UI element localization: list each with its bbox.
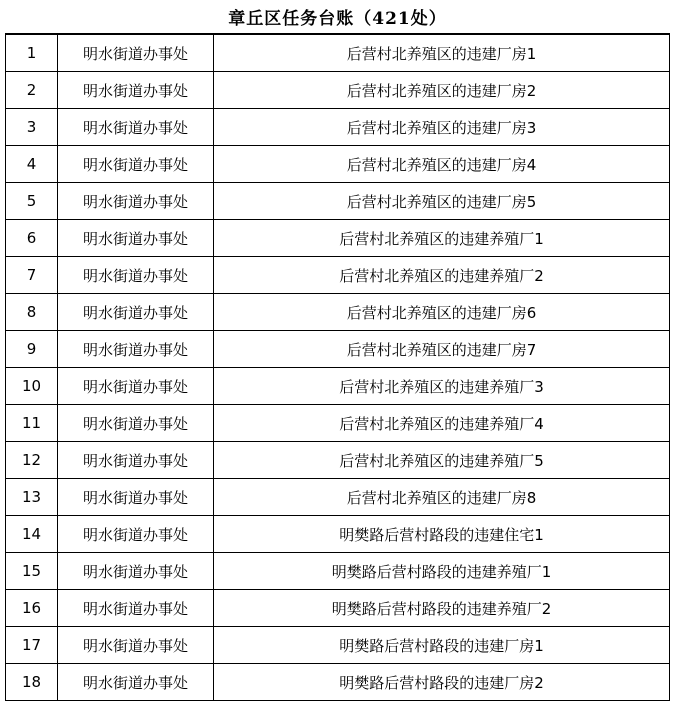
table-row: [6, 368, 670, 405]
row-number-cell: 16: [6, 590, 58, 627]
item-cell: 明樊路后营村路段的违建厂房2: [214, 664, 670, 701]
ledger-title: [5, 0, 670, 34]
ledger-title-text: 章丘区任务台账（421处）: [228, 9, 447, 29]
item-cell: 后营村北养殖区的违建厂房4: [214, 146, 670, 183]
table-row: [6, 35, 670, 72]
row-number-cell: 10: [6, 368, 58, 405]
table-row: [6, 405, 670, 442]
item-cell: 后营村北养殖区的违建厂房6: [214, 294, 670, 331]
office-cell: 明水街道办事处: [58, 220, 214, 257]
table-row: [6, 183, 670, 220]
row-number-cell: 1: [6, 35, 58, 72]
item-cell: 后营村北养殖区的违建养殖厂3: [214, 368, 670, 405]
row-number-cell: 11: [6, 405, 58, 442]
table-row: [6, 553, 670, 590]
table-row: [6, 590, 670, 627]
item-cell: 后营村北养殖区的违建厂房3: [214, 109, 670, 146]
item-cell: 后营村北养殖区的违建厂房8: [214, 479, 670, 516]
office-cell: 明水街道办事处: [58, 294, 214, 331]
table-row: [6, 627, 670, 664]
row-number-cell: 3: [6, 109, 58, 146]
row-number-cell: 13: [6, 479, 58, 516]
table-row: [6, 146, 670, 183]
row-number-cell: 9: [6, 331, 58, 368]
office-cell: 明水街道办事处: [58, 35, 214, 72]
row-number-cell: 8: [6, 294, 58, 331]
ledger-table: [5, 34, 670, 701]
table-row: [6, 479, 670, 516]
office-cell: 明水街道办事处: [58, 183, 214, 220]
item-cell: 后营村北养殖区的违建厂房1: [214, 35, 670, 72]
office-cell: 明水街道办事处: [58, 516, 214, 553]
item-cell: 后营村北养殖区的违建养殖厂5: [214, 442, 670, 479]
office-cell: 明水街道办事处: [58, 405, 214, 442]
table-row: [6, 72, 670, 109]
row-number-cell: 18: [6, 664, 58, 701]
item-cell: 后营村北养殖区的违建养殖厂2: [214, 257, 670, 294]
task-ledger: [5, 0, 670, 701]
row-number-cell: 5: [6, 183, 58, 220]
row-number-cell: 6: [6, 220, 58, 257]
row-number-cell: 15: [6, 553, 58, 590]
office-cell: 明水街道办事处: [58, 553, 214, 590]
row-number-cell: 17: [6, 627, 58, 664]
row-number-cell: 2: [6, 72, 58, 109]
office-cell: 明水街道办事处: [58, 109, 214, 146]
table-row: [6, 331, 670, 368]
item-cell: 后营村北养殖区的违建厂房2: [214, 72, 670, 109]
item-cell: 后营村北养殖区的违建厂房7: [214, 331, 670, 368]
item-cell: 明樊路后营村路段的违建住宅1: [214, 516, 670, 553]
item-cell: 明樊路后营村路段的违建厂房1: [214, 627, 670, 664]
item-cell: 后营村北养殖区的违建养殖厂4: [214, 405, 670, 442]
table-row: [6, 294, 670, 331]
table-row: [6, 109, 670, 146]
office-cell: 明水街道办事处: [58, 479, 214, 516]
office-cell: 明水街道办事处: [58, 72, 214, 109]
table-row: [6, 664, 670, 701]
office-cell: 明水街道办事处: [58, 442, 214, 479]
office-cell: 明水街道办事处: [58, 331, 214, 368]
ledger-table-body: [6, 35, 670, 701]
office-cell: 明水街道办事处: [58, 627, 214, 664]
office-cell: 明水街道办事处: [58, 257, 214, 294]
office-cell: 明水街道办事处: [58, 664, 214, 701]
office-cell: 明水街道办事处: [58, 368, 214, 405]
item-cell: 后营村北养殖区的违建厂房5: [214, 183, 670, 220]
table-row: [6, 516, 670, 553]
row-number-cell: 14: [6, 516, 58, 553]
item-cell: 明樊路后营村路段的违建养殖厂2: [214, 590, 670, 627]
office-cell: 明水街道办事处: [58, 590, 214, 627]
table-row: [6, 257, 670, 294]
row-number-cell: 12: [6, 442, 58, 479]
item-cell: 明樊路后营村路段的违建养殖厂1: [214, 553, 670, 590]
row-number-cell: 7: [6, 257, 58, 294]
item-cell: 后营村北养殖区的违建养殖厂1: [214, 220, 670, 257]
table-row: [6, 442, 670, 479]
table-row: [6, 220, 670, 257]
row-number-cell: 4: [6, 146, 58, 183]
office-cell: 明水街道办事处: [58, 146, 214, 183]
